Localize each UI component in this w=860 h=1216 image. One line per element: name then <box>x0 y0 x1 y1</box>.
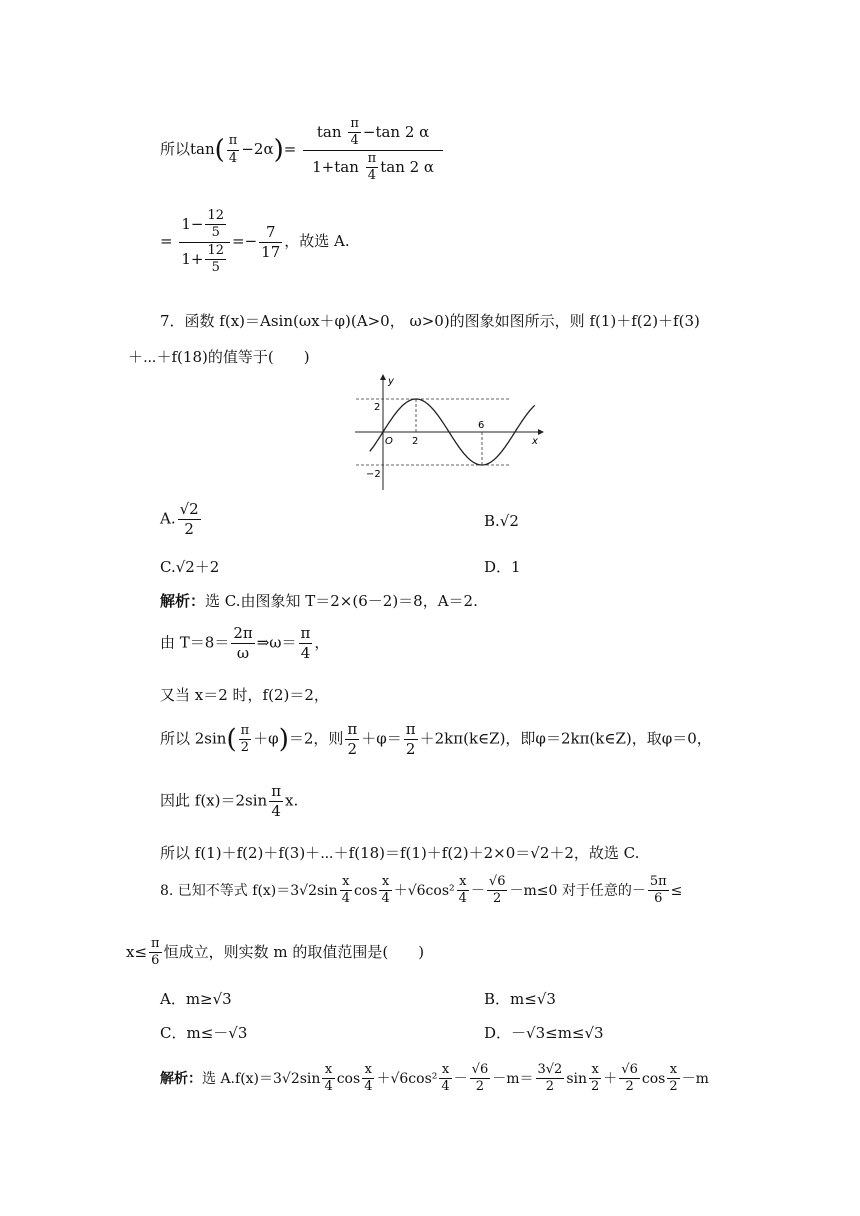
fraction <box>149 936 162 970</box>
text: sin <box>566 1070 588 1087</box>
text: 由 T＝8＝ <box>160 633 230 652</box>
fraction <box>379 874 391 908</box>
x-axis-arrow <box>538 429 544 435</box>
frac-den: 2 <box>591 1079 600 1095</box>
equals: = <box>160 232 173 250</box>
q8-option-a: A．m≥√3 <box>160 990 232 1008</box>
text: ⇒ω＝ <box>256 633 297 652</box>
frac-den: 2 <box>669 1079 678 1095</box>
frac-den: 17 <box>261 242 281 261</box>
equals: = <box>283 140 297 158</box>
text: 1− <box>181 214 204 233</box>
frac-den: 4 <box>228 150 238 166</box>
frac-num: π <box>405 720 416 738</box>
paren-rest: −2α <box>241 140 274 158</box>
text: cos <box>336 1070 361 1087</box>
sol7-line2 <box>160 624 329 663</box>
q7-line1: 7．函数 f(x)＝Asin(ωx＋φ)(A>0， ω>0)的图象如图所示，则 f(1)＋f(2)＋f(3) <box>160 312 700 330</box>
x-axis-label: x <box>532 436 538 447</box>
frac-num: √6 <box>470 1062 491 1079</box>
text: ＋φ＝ <box>361 729 402 748</box>
text: ＋ <box>603 1070 618 1087</box>
text: ＋2kπ(k∈Z)，即φ＝2kπ(k∈Z)，取φ＝0， <box>419 729 712 748</box>
text: 1+tan <box>312 157 359 176</box>
fraction <box>648 874 669 908</box>
fraction <box>457 874 469 908</box>
text: 因此 f(x)＝2sin <box>160 791 268 810</box>
sol7-line1 <box>160 590 478 611</box>
big-frac-num <box>303 116 443 151</box>
sol8-line1 <box>160 1062 709 1096</box>
left-paren: ( <box>226 724 237 755</box>
frac-num: π <box>347 720 358 738</box>
fraction <box>340 874 352 908</box>
right-paren: ) <box>273 135 284 165</box>
solution-label: 解析： <box>160 592 206 610</box>
frac-num <box>179 208 230 243</box>
eq-result-7-17 <box>160 208 350 276</box>
text: －m≤0 对于任意的－ <box>509 882 646 899</box>
frac-den: 2 <box>240 739 250 755</box>
frac-den: 2 <box>405 739 416 758</box>
text: 选 C.由图象知 T＝2×(6－2)＝8，A＝2. <box>205 592 478 610</box>
left-paren: ( <box>214 135 225 165</box>
fraction <box>619 1062 640 1096</box>
frac-num: 3√2 <box>536 1062 565 1079</box>
fraction <box>404 720 418 759</box>
sol7-line6: 所以 f(1)＋f(2)＋f(3)＋⋯＋f(18)＝f(1)＋f(2)＋2×0＝√2＋2，故选 C. <box>160 844 640 862</box>
fraction <box>178 500 201 539</box>
fraction <box>667 1062 679 1096</box>
fraction <box>322 1062 334 1096</box>
q7-option-b: B.√2 <box>484 512 519 530</box>
text: −tan 2 α <box>362 122 430 141</box>
frac-den: 4 <box>458 891 467 907</box>
frac-den: 4 <box>364 1079 373 1095</box>
text: ＋√6cos² <box>376 1070 438 1087</box>
frac-den: 2 <box>347 739 358 758</box>
text: cos <box>641 1070 666 1087</box>
text: ＝2，则 <box>288 729 344 748</box>
frac-den: 6 <box>654 891 663 907</box>
frac-num: √6 <box>487 874 508 891</box>
text: ＋φ <box>253 729 279 748</box>
text: ，故选 A. <box>284 232 350 250</box>
text: 恒成立，则实数 m 的取值范围是( ) <box>163 942 425 961</box>
text: tan 2 α <box>380 157 435 176</box>
fraction <box>470 1062 491 1096</box>
frac-num: x <box>379 874 391 891</box>
fraction <box>487 874 508 908</box>
frac-num: x <box>362 1062 374 1079</box>
frac-den: 4 <box>300 643 311 662</box>
text: =− <box>232 232 258 250</box>
frac-den: 5 <box>211 225 220 241</box>
frac-num: √2 <box>179 500 199 518</box>
frac-num: π <box>366 151 379 168</box>
big-frac-den <box>303 151 443 185</box>
fraction <box>345 720 359 759</box>
fraction <box>227 133 240 167</box>
frac-den: 2 <box>475 1079 485 1095</box>
frac-den: 2 <box>493 891 502 907</box>
frac-num: x <box>340 874 352 891</box>
fraction <box>239 723 252 757</box>
frac-num: 5π <box>648 874 669 891</box>
frac-num: π <box>300 624 311 642</box>
text: －m <box>681 1070 709 1087</box>
eq-prefix: 所以tan <box>160 140 215 158</box>
text: 所以 2sin <box>160 729 227 748</box>
q7-option-a <box>160 500 203 539</box>
fraction <box>299 624 313 663</box>
fraction <box>231 624 254 663</box>
q8-option-d: D．－√3≤m≤√3 <box>484 1024 604 1042</box>
sol7-line3: 又当 x＝2 时，f(2)＝2， <box>160 686 329 704</box>
y-axis-arrow <box>380 374 386 380</box>
frac-den: 4 <box>441 1079 450 1095</box>
frac-den: 6 <box>151 953 160 969</box>
frac-num: 12 <box>205 243 226 260</box>
tick-x-2: 2 <box>412 436 419 447</box>
big-fraction <box>303 116 443 184</box>
sine-graph <box>350 372 550 492</box>
sol7-line5 <box>160 782 298 821</box>
fraction-complex <box>179 208 230 276</box>
text: ≤ <box>670 882 683 899</box>
frac-num: π <box>227 133 240 150</box>
text: x≤ <box>126 942 148 961</box>
q7-option-d: D．1 <box>484 558 521 576</box>
q7-option-c: C.√2＋2 <box>160 558 220 576</box>
tick-x-6: 6 <box>478 420 485 431</box>
text: x. <box>285 791 299 810</box>
text: － <box>453 1070 468 1087</box>
frac-num: x <box>457 874 469 891</box>
frac-den: 4 <box>367 167 377 183</box>
option-label: A. <box>160 509 176 528</box>
frac-num: π <box>348 116 361 133</box>
frac-den: 4 <box>271 801 281 820</box>
frac-num: 2π <box>233 624 253 642</box>
fraction <box>362 1062 374 1096</box>
text: － <box>470 882 485 899</box>
frac-den: ω <box>236 643 250 662</box>
frac-num: x <box>439 1062 451 1079</box>
frac-num: x <box>589 1062 601 1079</box>
frac-num: x <box>667 1062 679 1079</box>
frac-den: 2 <box>625 1079 634 1095</box>
fraction <box>205 208 226 242</box>
frac-den: 4 <box>324 1079 333 1095</box>
fraction <box>348 116 361 150</box>
eq-tan-expansion <box>160 116 445 184</box>
fraction <box>589 1062 601 1096</box>
right-paren: ) <box>278 724 289 755</box>
y-axis-label: y <box>388 376 394 387</box>
fraction <box>269 782 283 821</box>
solution-label: 解析： <box>160 1070 202 1087</box>
frac-num: 7 <box>259 223 282 243</box>
text: 8. 已知不等式 f(x)＝3√2sin <box>160 882 338 899</box>
text: ＋√6cos² <box>393 882 455 899</box>
frac-den: 2 <box>545 1079 555 1095</box>
q8-line1 <box>160 874 682 908</box>
text: 1+ <box>181 249 204 268</box>
text: －m＝ <box>492 1070 534 1087</box>
fraction <box>366 151 379 185</box>
q8-option-c: C．m≤－√3 <box>160 1024 248 1042</box>
fraction <box>536 1062 565 1096</box>
frac-num: π <box>271 782 282 800</box>
text: ， <box>314 633 330 652</box>
q7-line2: ＋⋯＋f(18)的值等于( ) <box>128 348 310 366</box>
frac-den: 5 <box>211 259 220 275</box>
fraction <box>205 243 226 277</box>
frac-num: π <box>239 723 252 740</box>
frac-num: x <box>322 1062 334 1079</box>
frac-den: 4 <box>350 133 359 149</box>
q8-line2 <box>126 936 424 970</box>
text: tan <box>316 122 342 141</box>
tick-y-neg2: −2 <box>366 469 381 480</box>
text: 选 A.f(x)＝3√2sin <box>202 1070 321 1087</box>
fraction <box>259 223 282 262</box>
fraction <box>439 1062 451 1096</box>
origin-label: O <box>385 436 393 447</box>
sol7-line4 <box>160 720 712 759</box>
frac-num: √6 <box>619 1062 640 1079</box>
frac-num: π <box>149 936 162 953</box>
q8-option-b: B．m≤√3 <box>484 990 556 1008</box>
text: cos <box>353 882 378 899</box>
frac-num: 12 <box>205 208 226 225</box>
frac-den: 4 <box>381 891 390 907</box>
frac-den: 2 <box>184 519 194 538</box>
frac-den: 4 <box>341 891 350 907</box>
frac-den <box>179 243 230 277</box>
tick-y-2: 2 <box>374 402 381 413</box>
